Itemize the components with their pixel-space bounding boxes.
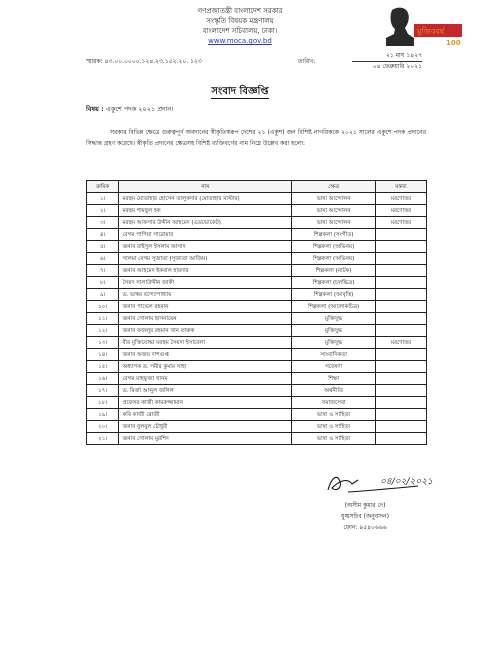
cell-field: অর্থনীতি (292, 385, 376, 397)
cell-name: জনাব আহমেদ ইকবাল হায়দার (119, 265, 292, 277)
signatory-block (300, 500, 430, 533)
table-row (87, 193, 427, 205)
table-body (87, 193, 427, 445)
header-field: ক্ষেত্র (292, 181, 376, 193)
header-name: নাম (119, 181, 292, 193)
cell-name: মরহুম শামছুল হক (119, 205, 292, 217)
cell-remarks (376, 253, 427, 265)
cell-remarks (376, 265, 427, 277)
cell-name: জনাব গোলাম মুরশিদ (119, 433, 292, 445)
cell-field: মুক্তিযুদ্ধ (292, 313, 376, 325)
cell-field: গবেষণা (292, 361, 376, 373)
header-line-government: গণপ্রজাতন্ত্রী বাংলাদেশ সরকার (197, 7, 283, 15)
date-bangla: ২১ মাঘ ১৪২৭ (352, 51, 422, 62)
cell-serial: ৪। (87, 229, 119, 241)
awardee-table (86, 180, 427, 445)
cell-field: ভাষা আন্দোলন (292, 217, 376, 229)
subject-text: একুশে পদক ২০২১ প্রদান। (105, 105, 174, 113)
cell-field: শিল্পকলা (অভিনয়) (292, 253, 376, 265)
table-row (87, 433, 427, 445)
cell-name: জনাব পাভেল রহমান (119, 301, 292, 313)
cell-name: সালমা বেগম সুজাতা (সুজাতা আজিম) (119, 253, 292, 265)
cell-serial: ৬। (87, 253, 119, 265)
cell-serial: ১৪। (87, 349, 119, 361)
cell-field: শিল্পকলা (আবৃত্তি) (292, 289, 376, 301)
header-line-secretariat: বাংলাদেশ সচিবালয়, ঢাকা। (202, 27, 278, 35)
cell-field: ভাষা ও সাহিত্য (292, 409, 376, 421)
page-title (0, 84, 480, 101)
cell-name: বীর মুক্তিযোদ্ধা মরহুম সৈয়দা ইসাবেলা (119, 337, 292, 349)
cell-name: প্রফেসর কাজী কামরুজ্জামান (119, 397, 292, 409)
cell-serial: ২০। (87, 421, 119, 433)
cell-serial: ১৩। (87, 337, 119, 349)
cell-remarks: মরণোত্তর (376, 217, 427, 229)
header-remarks: মন্তব্য (376, 181, 427, 193)
cell-field: শিল্পকলা (অভিনয়) (292, 241, 376, 253)
cell-serial: ৯। (87, 289, 119, 301)
logo-number: 100 (446, 39, 461, 47)
cell-remarks (376, 289, 427, 301)
cell-remarks (376, 349, 427, 361)
date-block (352, 51, 422, 71)
subject-line (86, 104, 174, 115)
date-label: তারিখ: (298, 58, 316, 65)
cell-field: ভাষা আন্দোলন (292, 205, 376, 217)
portrait-silhouette (386, 8, 414, 46)
cell-field: শিল্পকলা (সংগীত) (292, 229, 376, 241)
cell-serial: ৭। (87, 265, 119, 277)
date-english: ০৪ ফেব্রুয়ারি ২০২১ (372, 63, 422, 70)
header-serial: ক্রমিক (87, 181, 119, 193)
cell-remarks (376, 361, 427, 373)
cell-serial: ১০। (87, 301, 119, 313)
logo-text: মুজিববর্ষ (417, 27, 445, 36)
cell-name: বেগম পাপিয়া সারোয়ার (119, 229, 292, 241)
cell-remarks (376, 385, 427, 397)
cell-serial: ১৭। (87, 385, 119, 397)
cell-name: জনাব রাইসুল ইসলাম আসাদ (119, 241, 292, 253)
title-text: সংবাদ বিজ্ঞপ্তি (211, 86, 269, 97)
cell-remarks: মরণোত্তর (376, 337, 427, 349)
mujib-borsho-logo (384, 4, 464, 48)
memo-number: স্মারক: ৪৩.০০.০০০০.১২৪.২৩.১৫২.২০. ১২৩ (86, 58, 202, 65)
cell-field: শিক্ষা (292, 373, 376, 385)
cell-name: বেগম মাহফুজা খানম (119, 373, 292, 385)
table-row (87, 397, 427, 409)
subject-label: বিষয় : (86, 105, 104, 113)
cell-remarks (376, 325, 427, 337)
signatory-name: (অসীম কুমার দে) (344, 502, 386, 509)
cell-field: ভাষা ও সাহিত্য (292, 433, 376, 445)
website-link[interactable]: www.moca.gov.bd (208, 37, 272, 45)
cell-remarks (376, 409, 427, 421)
cell-serial: ১৬। (87, 373, 119, 385)
cell-serial: ৮। (87, 277, 119, 289)
cell-name: জনাব গোলাম হাসনায়েন (119, 313, 292, 325)
table-row (87, 337, 427, 349)
table-row (87, 277, 427, 289)
cell-field: মুক্তিযুদ্ধ (292, 325, 376, 337)
table-row (87, 421, 427, 433)
cell-field: ভাষা ও সাহিত্য (292, 421, 376, 433)
cell-serial: ৫। (87, 241, 119, 253)
signatory-designation: যুগ্মসচিব (অনুবাদন) (341, 513, 389, 520)
cell-remarks (376, 397, 427, 409)
table-row (87, 409, 427, 421)
cell-remarks: মরণোত্তর (376, 205, 427, 217)
table-row (87, 313, 427, 325)
cell-name: ড. মির্জা আব্দুল জলিল (119, 385, 292, 397)
cell-name: মরহুম আফসার উদ্দীন আহমেদ (এডভোকেট) (119, 217, 292, 229)
cell-remarks (376, 373, 427, 385)
cell-remarks (376, 313, 427, 325)
cell-name: জনাব অজয় দাশগুপ্ত (119, 349, 292, 361)
signatory-phone: ফোন: ৯৫৪০৬৬৬ (343, 524, 387, 531)
cell-serial: ১৯। (87, 409, 119, 421)
table-row (87, 241, 427, 253)
table-row (87, 205, 427, 217)
cell-serial: ১২। (87, 325, 119, 337)
cell-remarks (376, 421, 427, 433)
table-row (87, 253, 427, 265)
cell-remarks (376, 229, 427, 241)
cell-remarks (376, 277, 427, 289)
body-paragraph: সরকার বিভিন্ন ক্ষেত্রে গুরুত্বপূর্ণ অবদানের স্বীকৃতিস্বরূপ দেশের ২১ (একুশ) জন বিশিষ্ট নাগরিককে ২০২১ সালের একুশে পদক প্রদানের সিদ্ধান্ত গ্রহণ করেছে। স্বীকৃতি প্রদানের ক্ষেত্রসহ বিশিষ্ট ব্যক্তিবর্গের নাম নিম্নে উল্লেখ করা হলো: (86, 129, 426, 147)
table-row (87, 373, 427, 385)
cell-remarks (376, 241, 427, 253)
cell-name: মরহুম মোতাহার হোসেন তালুকদার (মোতাহার মাস্টার) (119, 193, 292, 205)
table-row (87, 325, 427, 337)
table-row (87, 349, 427, 361)
cell-remarks: মরণোত্তর (376, 193, 427, 205)
signature (318, 468, 468, 498)
table-row (87, 229, 427, 241)
cell-serial: ১৫। (87, 361, 119, 373)
cell-field: শিল্পকলা (আলোকচিত্র) (292, 301, 376, 313)
cell-serial: ২। (87, 205, 119, 217)
cell-serial: ২১। (87, 433, 119, 445)
cell-name: ড. ভাস্বর বন্দ্যোপাধ্যায় (119, 289, 292, 301)
header-line-ministry: সংস্কৃতি বিষয়ক মন্ত্রণালয় (206, 17, 274, 25)
cell-name: অধ্যাপক ড. সমীর কুমার সাহা (119, 361, 292, 373)
cell-name: সৈয়দ সালাউদ্দীন জাকী (119, 277, 292, 289)
cell-field: শিল্পকলা (নাটক) (292, 265, 376, 277)
cell-serial: ১। (87, 193, 119, 205)
cell-name: জনাব ফজলুর রহমান খান ফারুক (119, 325, 292, 337)
cell-field: মুক্তিযুদ্ধ (292, 337, 376, 349)
cell-remarks (376, 301, 427, 313)
cell-field: সমাজসেবা (292, 397, 376, 409)
table-header-row (87, 181, 427, 193)
cell-serial: ১১। (87, 313, 119, 325)
table-row (87, 289, 427, 301)
table-row (87, 301, 427, 313)
cell-field: ভাষা আন্দোলন (292, 193, 376, 205)
table-row (87, 385, 427, 397)
table-row (87, 217, 427, 229)
cell-field: সাংবাদিকতা (292, 349, 376, 361)
signature-date: ০৪/০২/২০২১ (380, 477, 433, 487)
cell-field: শিল্পকলা (চলচ্চিত্র) (292, 277, 376, 289)
cell-serial: ১৮। (87, 397, 119, 409)
cell-remarks (376, 433, 427, 445)
cell-name: জনাব বুলবুল চৌধুরী (119, 421, 292, 433)
table-row (87, 361, 427, 373)
cell-serial: ৩। (87, 217, 119, 229)
table-row (87, 265, 427, 277)
cell-name: কবি কাজী রোজী (119, 409, 292, 421)
